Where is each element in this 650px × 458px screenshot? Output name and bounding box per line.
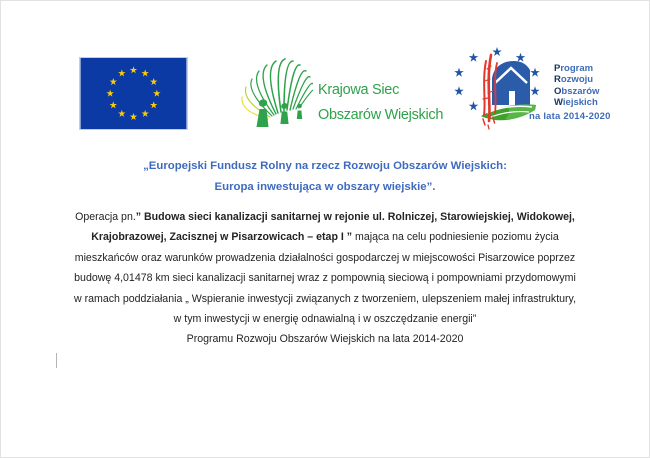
ksow-dandelion-icon [238,53,313,135]
prow-subtitle: na lata 2014-2020 [529,111,611,122]
paragraph-line [1,309,649,329]
paragraph-line [1,248,649,268]
funding-title-line1: „Europejski Fundusz Rolny na rzecz Rozwoju Obszarów Wiejskich: [143,160,507,172]
text-run: Programu Rozwoju Obszarów Wiejskich na lata 2014-2020 [186,333,464,346]
prow-word: Program [554,63,594,74]
bold-text-run: ” Budowa sieci kanalizacji sanitarnej w rejonie ul. Rolniczej, Starowiejskiej, Widokowej, [135,211,575,223]
eu-flag-image [79,57,188,130]
text-run: budowę 4,01478 km sieci kanalizacji sanitarnej wraz z pompownią sieciową i pompowniami przydomowymi [74,272,576,285]
prow-logo [453,47,648,137]
operation-description[interactable] [1,207,649,350]
text-run: Operacja pn. [75,211,136,223]
text-run: mająca na celu podniesienie poziomu życia [352,231,559,244]
ksow-logo-text [318,53,443,135]
ksow-logo-line2: Obszarów Wiejskich [318,107,444,123]
prow-word: Wiejskich [554,97,598,109]
paragraph-line [1,268,649,288]
prow-logo-text [554,63,599,109]
prow-word: Obszarów [554,85,600,97]
text-run: w ramach poddziałania „ Wspieranie inwestycji związanych z tworzeniem, ulepszeniem małej infrastruktury, [73,292,577,305]
eu-flag-logo [79,57,188,130]
paragraph-line [1,289,649,309]
text-run: w tym inwestycji w energię odnawialną i w oszczędzanie energii” [173,313,477,326]
paragraph-line [1,329,649,349]
funding-title [1,156,649,197]
text-run: mieszkańców oraz warunków prowadzenia działalności gospodarczej w miejscowości Pisarzowice poprzez [74,251,576,264]
funding-title-line2: Europa inwestująca w obszary wiejskie”. [214,180,436,193]
ksow-logo [238,53,443,135]
text-cursor [56,353,57,368]
prow-word: Rozwoju [554,74,594,86]
ksow-logo-line1: Krajowa Siec [318,82,400,98]
paragraph-line [1,227,649,247]
bold-text-run: Krajobrazowej, Zacisznej w Pisarzowicach – etap I ” [91,231,353,244]
paragraph-line [1,207,649,227]
